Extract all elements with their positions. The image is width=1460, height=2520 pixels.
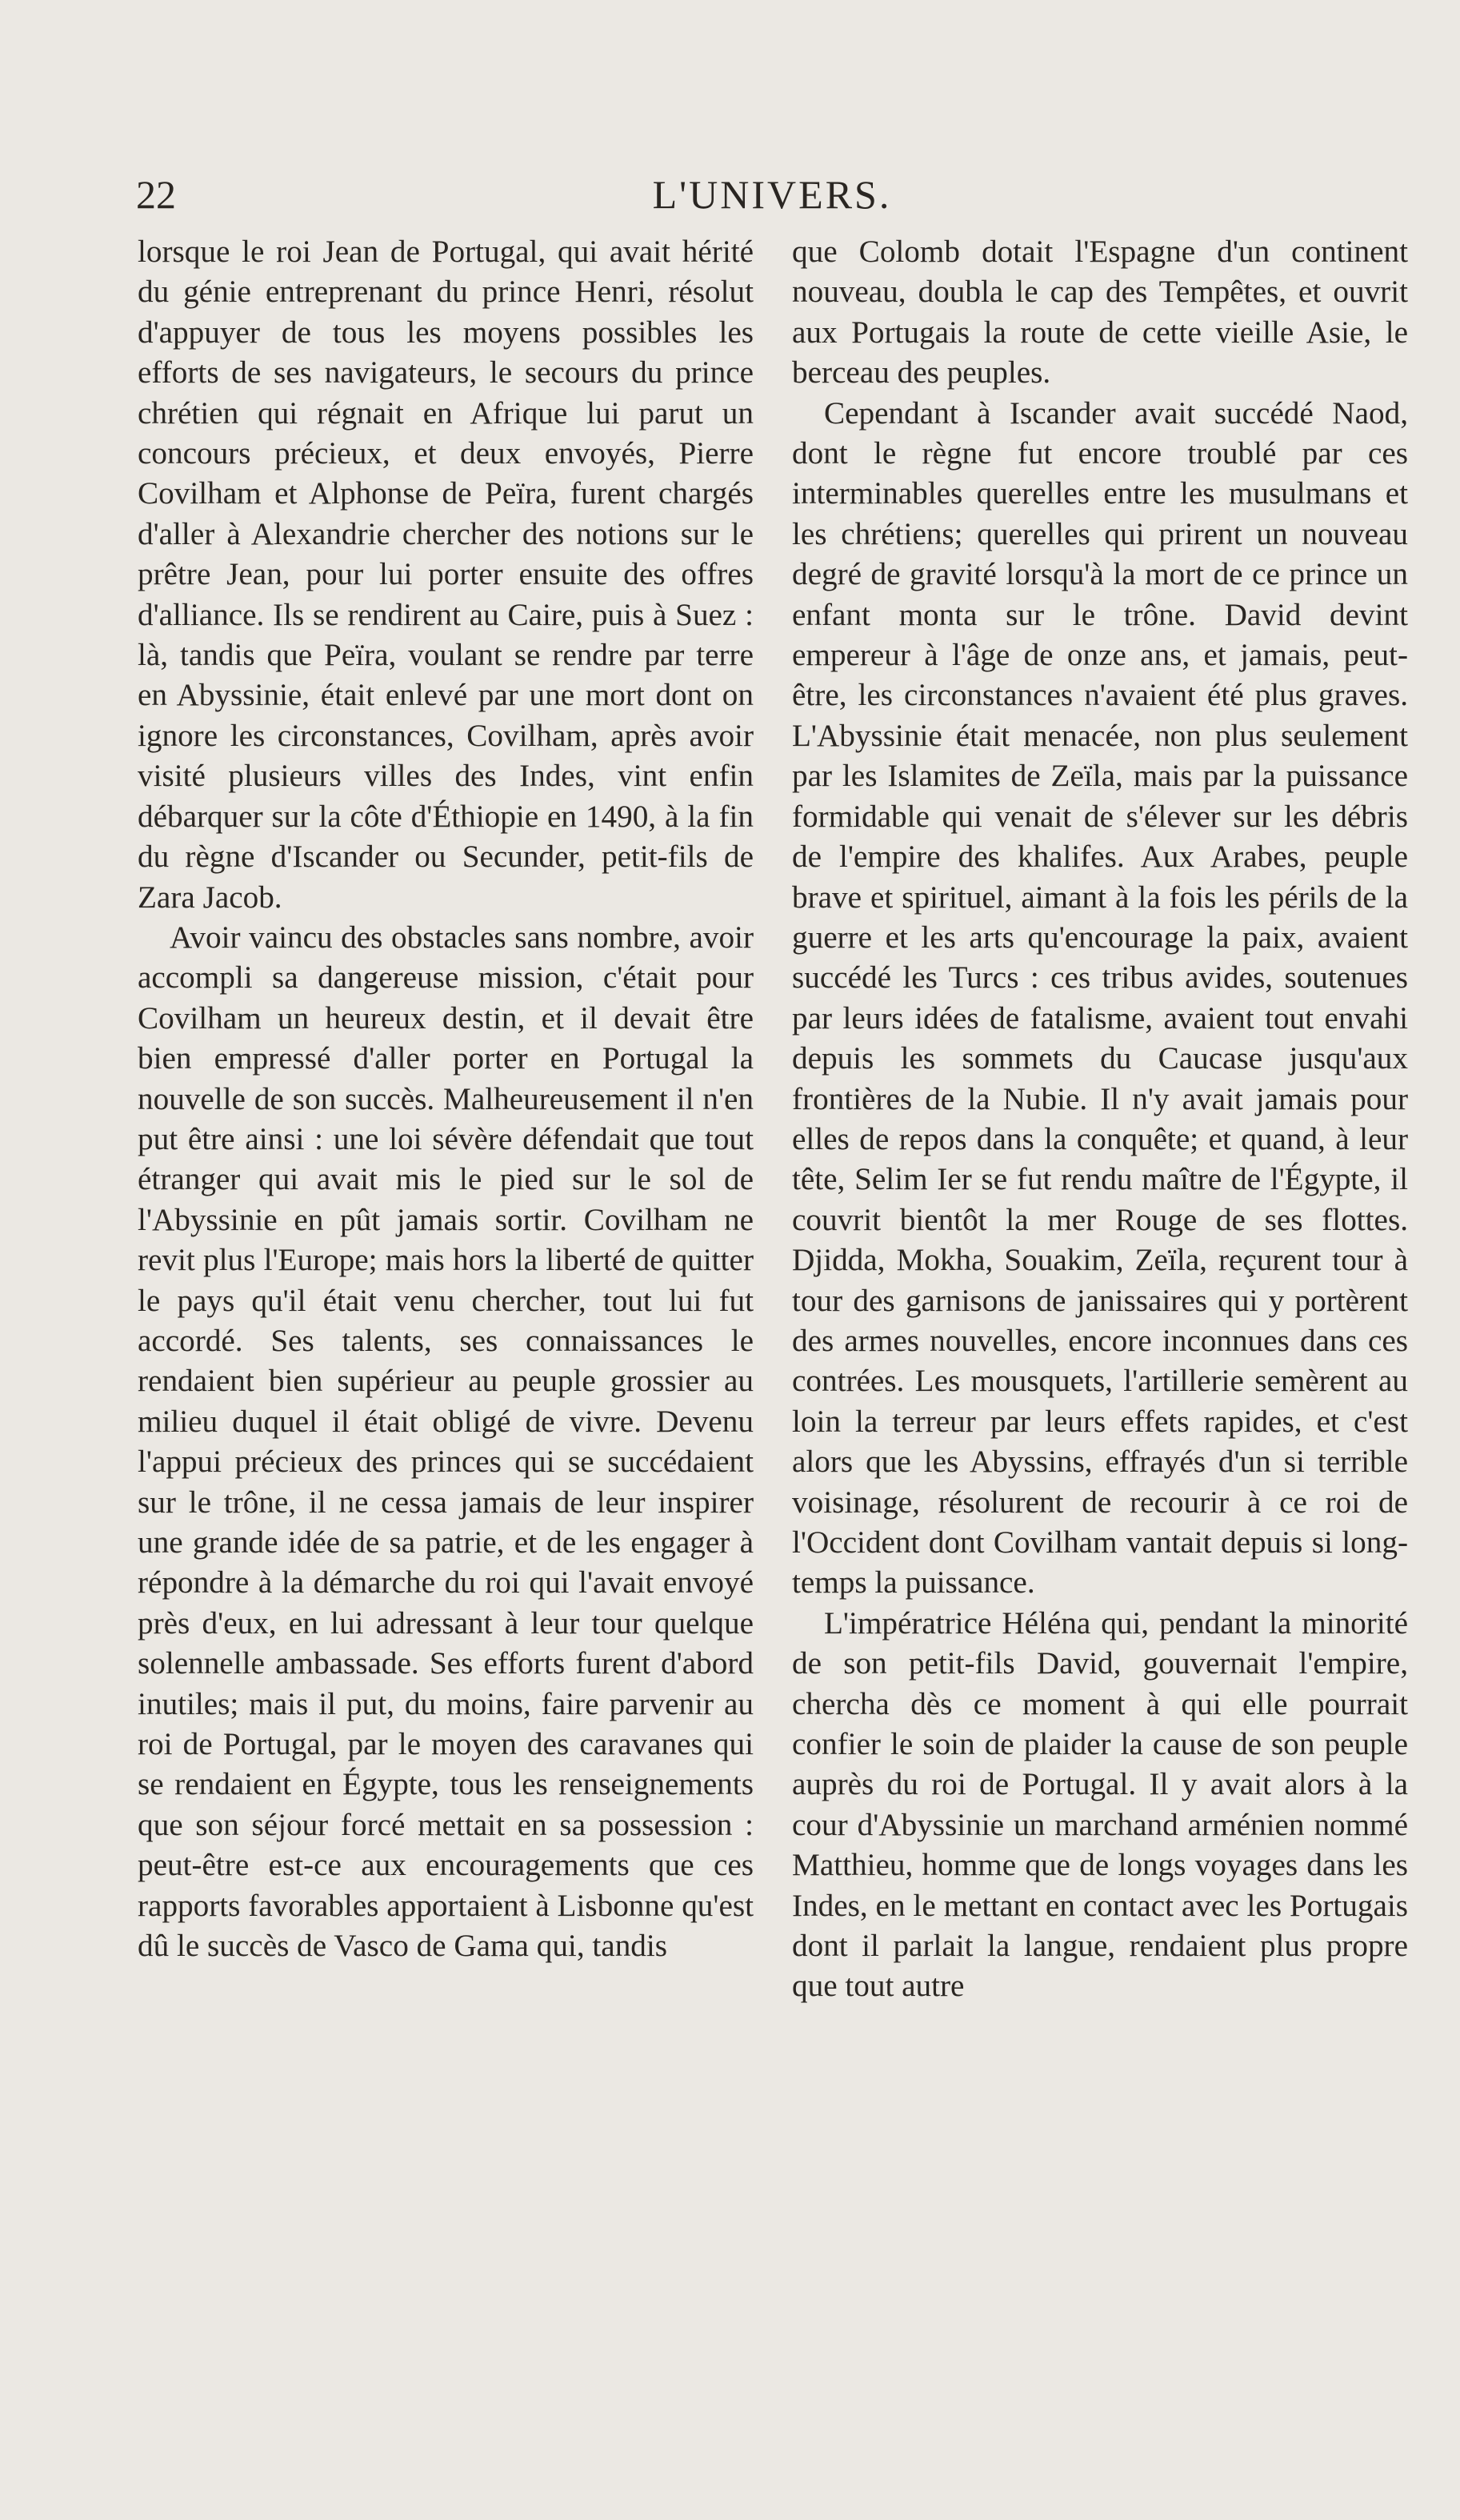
paragraph: Cependant à Iscander avait succédé Naod, dont le règne fut encore troublé par ces interminables querelles entre les musulmans et les chrétiens; querelles qui prirent un nouveau degré de gravité lorsqu'à la mort de ce prince un enfant monta sur le trône. David devint empereur à l'âge de onze ans, et jamais, peut-être, les circonstances n'avaient été plus graves. L'Abyssinie était menacée, non plus seulement par les Islamites de Zeïla, mais par la puissance formidable qui venait de s'élever sur les débris de l'empire des khalifes. Aux Arabes, peuple brave et spirituel, aimant à la fois les périls de la guerre et les arts qu'encourage la paix, avaient succédé les Turcs : ces tribus avides, soutenues par leurs idées de fatalisme, avaient tout envahi depuis les sommets du Caucase jusqu'aux frontières de la Nubie. Il n'y avait jamais pour elles de repos dans la conquête; et quand, à leur tête, Selim Ier se fut rendu maître de l'Égypte, il couvrit bientôt la mer Rouge de ses flottes. Djidda, Mokha, Souakim, Zeïla, reçurent tour à tour des garnisons de janissaires qui y portèrent des armes nouvelles, encore inconnues dans ces contrées. Les mousquets, l'artillerie semèrent au loin la terreur par leurs effets rapides, et c'est alors que les Abyssins, effrayés d'un si terrible voisinage, résolurent de recourir à ce roi de l'Occident dont Covilham vantait depuis si long-temps la puissance. — [792, 395, 1408, 1601]
paragraph: Avoir vaincu des obstacles sans nombre, avoir accompli sa dangereuse mission, c'était pour Covilham un heureux destin, et il devait être bien empressé d'aller porter en Portugal la nouvelle de son succès. Malheureusement il n'en put être ainsi : une loi sévère défendait que tout étranger qui avait mis le pied sur le sol de l'Abyssinie en pût jamais sortir. Covilham ne revit plus l'Europe; mais hors la liberté de quitter le pays qu'il était venu chercher, tout lui fut accordé. Ses talents, ses connaissances le rendaient bien supérieur au peuple grossier au milieu duquel il était obligé de vivre. Devenu l'appui précieux des princes qui se succédaient sur le trône, il ne cessa jamais de leur inspirer une grande idée de sa patrie, et de les engager à répondre à la démarche du roi qui l'avait envoyé près d'eux, en lui adressant à leur tour quelque solennelle ambassade. Ses efforts furent d'abord inutiles; mais il put, du moins, faire parvenir au roi de Portugal, par le moyen des caravanes qui se rendaient en Égypte, tous les renseignements que son séjour forcé mettait en sa possession : peut-être est-ce aux encouragements que ces rapports favorables apportaient à Lisbonne qu'est dû le succès de Vasco de Gama qui, tandis — [138, 919, 754, 1964]
running-title: L'UNIVERS. — [652, 172, 892, 217]
left-column — [138, 232, 754, 1966]
page-header — [136, 166, 1408, 222]
page-number: 22 — [136, 172, 176, 217]
paragraph: lorsque le roi Jean de Portugal, qui avait hérité du génie entreprenant du prince Henri, résolut d'appuyer de tous les moyens possibles les efforts de ses navigateurs, le secours du prince chrétien qui régnait en Afrique lui parut un concours précieux, et deux envoyés, Pierre Covilham et Alphonse de Peïra, furent chargés d'aller à Alexandrie chercher des notions sur le prêtre Jean, pour lui porter ensuite des offres d'alliance. Ils se rendirent au Caire, puis à Suez : là, tandis que Peïra, voulant se rendre par terre en Abyssinie, était enlevé par une mort dont on ignore les circonstances, Covilham, après avoir visité plusieurs villes des Indes, vint enfin débarquer sur la côte d'Éthiopie en 1490, à la fin du règne d'Iscander ou Secunder, petit-fils de Zara Jacob. — [138, 234, 754, 915]
right-column — [792, 232, 1408, 2007]
paragraph: L'impératrice Hélénа qui, pendant la minorité de son petit-fils David, gouvernait l'empire, chercha dès ce moment à qui elle pourrait confier le soin de plaider la cause de son peuple auprès du roi de Portugal. Il y avait alors à la cour d'Abyssinie un marchand arménien nommé Matthieu, homme que de longs voyages dans les Indes, en le mettant en contact avec les Portugais dont il parlait la langue, rendaient plus propre que tout autre — [792, 1605, 1408, 2004]
paragraph: que Colomb dotait l'Espagne d'un continent nouveau, doubla le cap des Tempêtes, et ouvrit aux Portugais la route de cette vieille Asie, le berceau des peuples. — [792, 234, 1408, 391]
